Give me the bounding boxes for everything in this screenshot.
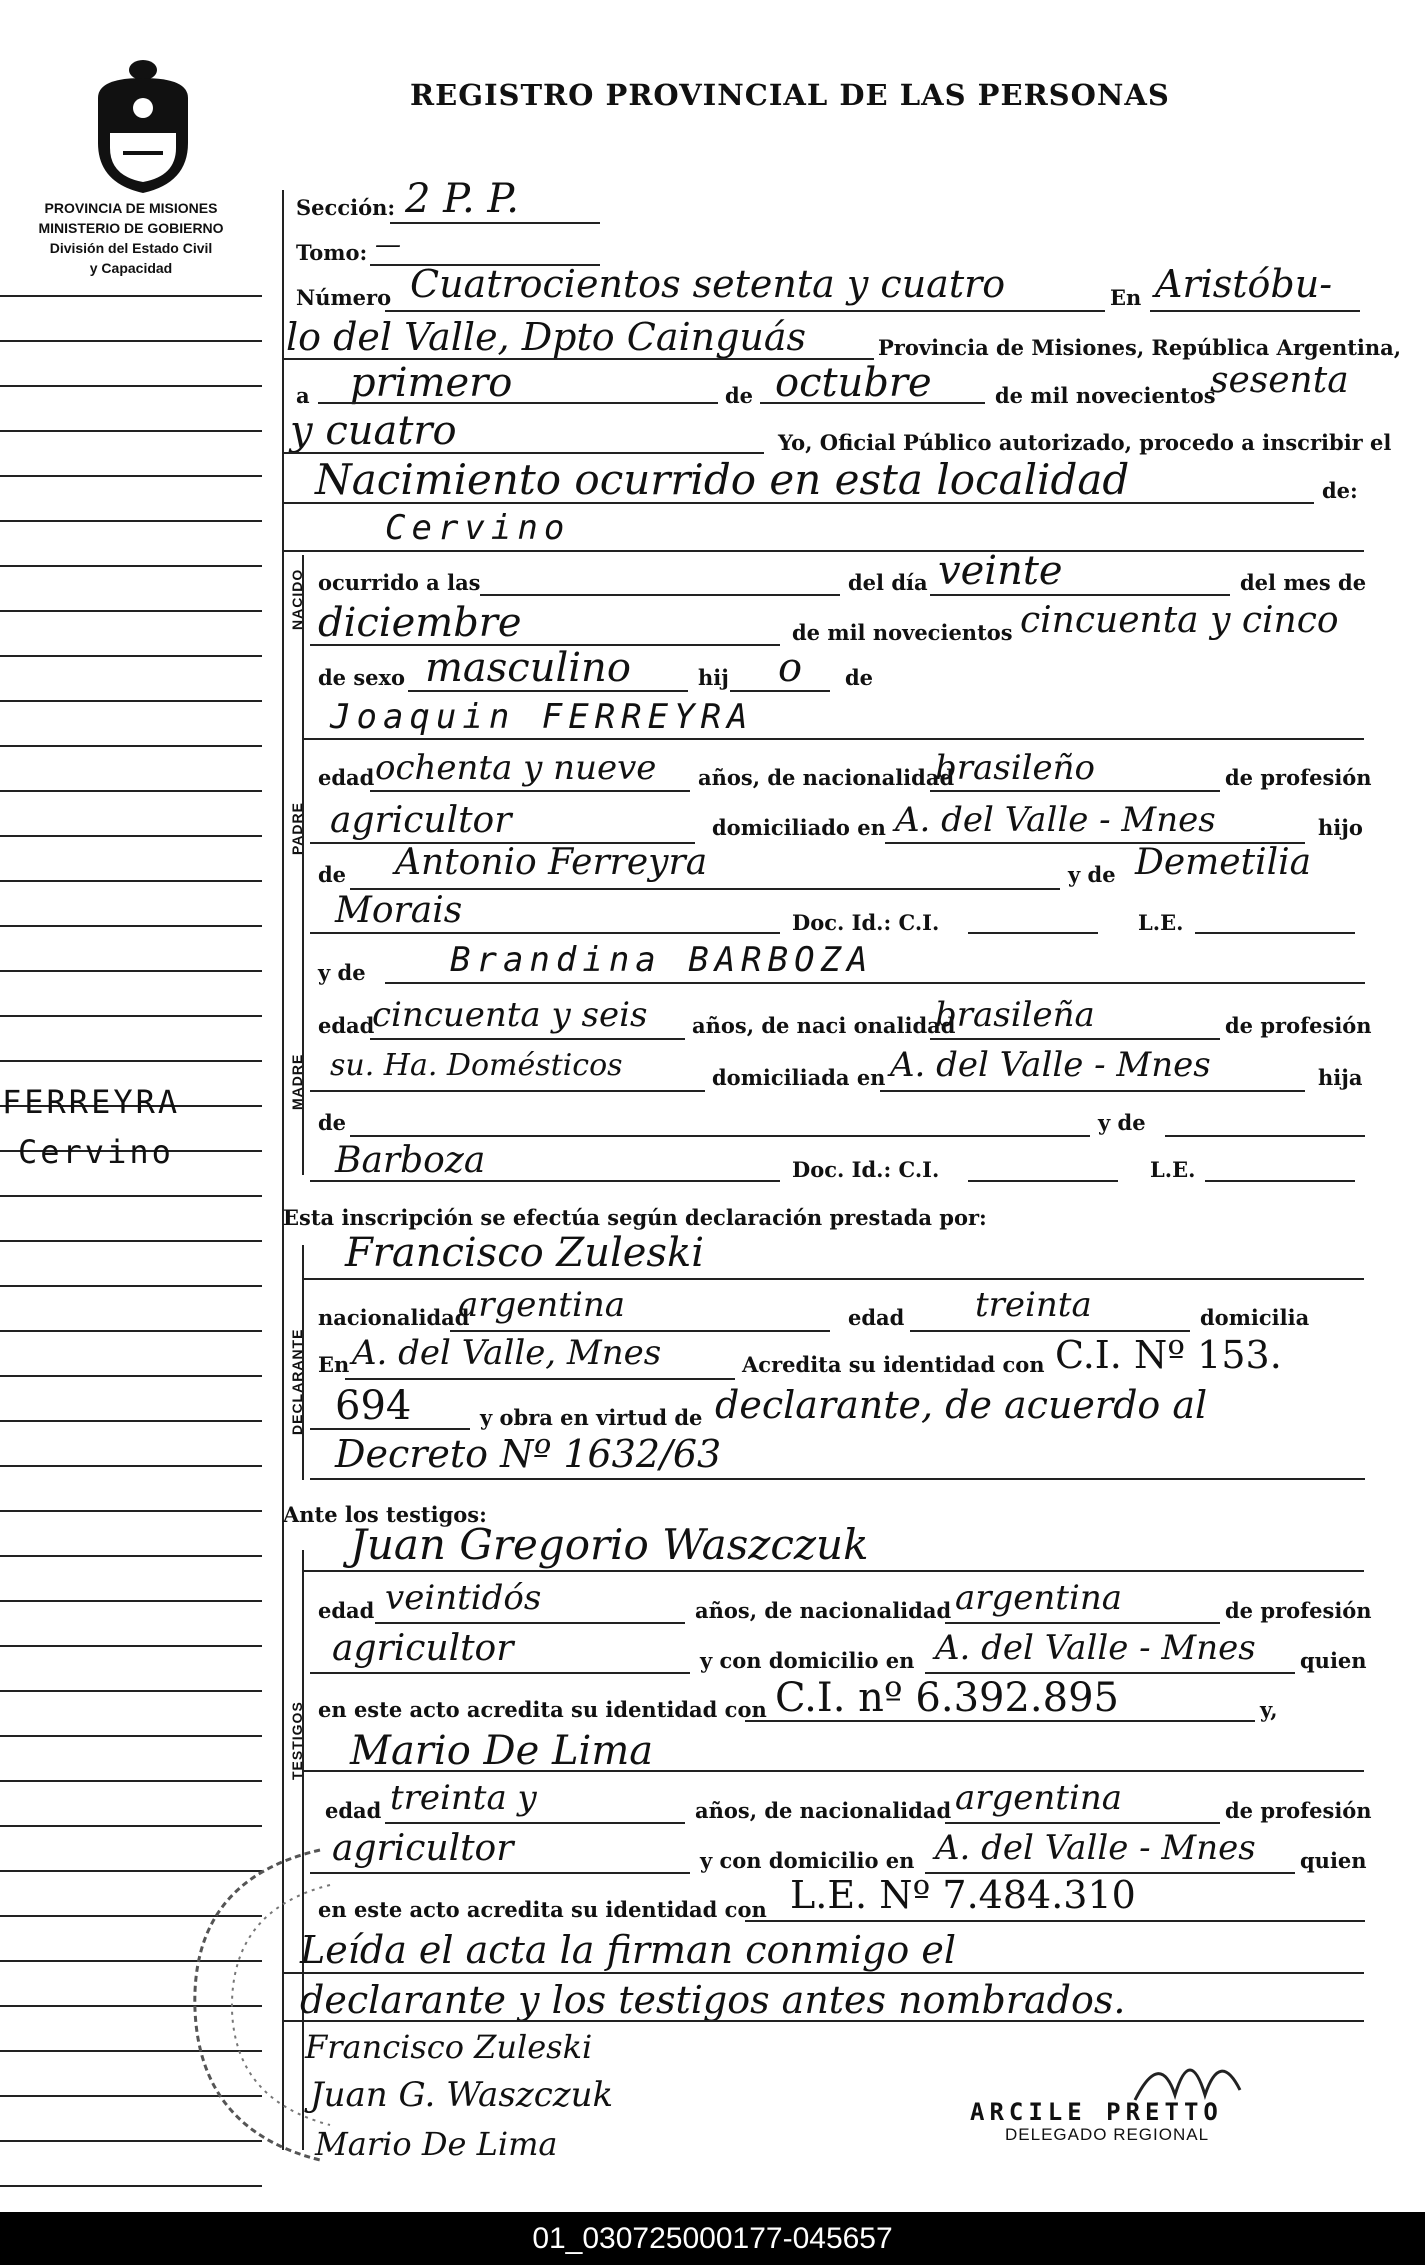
signature-declarante: Francisco Zuleski <box>305 2028 593 2066</box>
value-sexo: masculino <box>425 645 631 691</box>
value-madre-madre: Barboza <box>335 1140 486 1181</box>
org-capacity: y Capacidad <box>89 260 173 276</box>
label-con-domicilio-t2: y con domicilio en <box>700 1848 915 1873</box>
label-profesion-padre: de profesión <box>1225 765 1372 790</box>
official-name-stamp: ARCILE PRETTO <box>970 2098 1223 2126</box>
label-yo: Yo, Oficial Público autorizado, procedo a inscribir el <box>778 430 1392 455</box>
value-padre-domicilio: A. del Valle - Mnes <box>895 800 1216 840</box>
value-cierre1: Leída el acta la firman conmigo el <box>300 1928 956 1972</box>
value-mes: octubre <box>775 360 932 406</box>
label-anos-nac-t1: años, de nacionalidad <box>695 1598 952 1623</box>
label-ocurrido: ocurrido a las <box>318 570 481 595</box>
label-domiciliado: domiciliado en <box>712 815 886 840</box>
value-t1-edad: veintidós <box>385 1578 542 1618</box>
label-profesion-t1: de profesión <box>1225 1598 1372 1623</box>
label-provincia: Provincia de Misiones, República Argentina, <box>878 335 1402 360</box>
label-doc-id-madre: Doc. Id.: C.I. <box>792 1157 940 1182</box>
label-testigos: Ante los testigos: <box>283 1502 487 1527</box>
label-obra: y obra en virtud de <box>480 1405 703 1430</box>
value-nombre: Cervino <box>385 508 571 548</box>
value-t2-profesion: agricultor <box>332 1828 514 1869</box>
value-t1-nacionalidad: argentina <box>955 1578 1123 1618</box>
label-domiciliada: domiciliada en <box>712 1065 886 1090</box>
label-domicilia: domicilia <box>1200 1305 1310 1330</box>
label-de: de <box>725 383 754 408</box>
label-nacionalidad-decl: nacionalidad <box>318 1305 470 1330</box>
label-del-mes: del mes de <box>1240 570 1367 595</box>
section-label-testigos: TESTIGOS <box>289 1701 305 1780</box>
label-hijo: hijo <box>1318 815 1363 840</box>
org-province: PROVINCIA DE MISIONES <box>44 200 218 216</box>
value-padre-profesion: agricultor <box>330 800 512 841</box>
label-le-madre: L.E. <box>1150 1157 1196 1182</box>
value-madre-profesion: su. Ha. Domésticos <box>330 1048 623 1083</box>
value-madre: Brandina BARBOZA <box>450 940 874 980</box>
value-cierre2: declarante y los testigos antes nombrados. <box>300 1978 1126 2022</box>
label-de-mil: de mil novecientos <box>995 383 1216 408</box>
label-coma-t1: y, <box>1260 1697 1278 1722</box>
label-y-de-madre: y de <box>318 960 366 985</box>
value-decl-decreto: Decreto Nº 1632/63 <box>335 1432 722 1476</box>
label-edad-decl: edad <box>848 1305 905 1330</box>
value-anio2: y cuatro <box>290 408 457 454</box>
document-id-footer: 01_030725000177-045657 <box>0 2212 1425 2265</box>
value-seccion: 2 P. P. <box>405 176 519 222</box>
value-madre-domicilio: A. del Valle - Mnes <box>890 1045 1211 1085</box>
value-t2-documento: L.E. Nº 7.484.310 <box>790 1873 1136 1917</box>
label-quien-t1: quien <box>1300 1648 1367 1673</box>
label-hij: hij <box>698 665 729 690</box>
value-padre-padre: Antonio Ferreyra <box>395 842 708 883</box>
value-hij-suffix: o <box>778 645 803 691</box>
value-decl-obra: declarante, de acuerdo al <box>715 1383 1208 1427</box>
label-de-colon: de: <box>1322 478 1358 503</box>
margin-given-name: Cervino <box>18 1133 174 1171</box>
value-decl-domicilio: A. del Valle, Mnes <box>352 1333 662 1373</box>
value-testigo2: Mario De Lima <box>350 1728 654 1774</box>
value-lugar2: lo del Valle, Dpto Cainguás <box>286 315 807 359</box>
value-padre-nacionalidad: brasileño <box>935 748 1095 788</box>
coat-of-arms-emblem <box>88 58 198 198</box>
label-edad-t1: edad <box>318 1598 375 1623</box>
official-role-stamp: DELEGADO REGIONAL <box>1005 2125 1210 2144</box>
value-madre-edad: cincuenta y seis <box>372 995 648 1035</box>
value-numero: Cuatrocientos setenta y cuatro <box>410 262 1006 306</box>
label-acredita: Acredita su identidad con <box>742 1352 1045 1377</box>
org-division: División del Estado Civil <box>49 240 213 256</box>
value-madre-nacionalidad: brasileña <box>935 995 1095 1035</box>
value-t1-domicilio: A. del Valle - Mnes <box>935 1628 1256 1668</box>
label-del-dia: del día <box>848 570 928 595</box>
value-padre-edad: ochenta y nueve <box>375 748 657 788</box>
label-en-decl: En <box>318 1352 350 1377</box>
label-de-mil-nacimiento: de mil novecientos <box>792 620 1013 645</box>
value-lugar1: Aristóbu- <box>1155 262 1333 306</box>
value-padre-le: L.E. <box>1138 910 1184 935</box>
label-anos-nac-madre: años, de naci onalidad <box>692 1013 956 1038</box>
label-de-sexo-hijo: de <box>845 665 874 690</box>
label-edad-madre: edad <box>318 1013 375 1038</box>
label-profesion-madre: de profesión <box>1225 1013 1372 1038</box>
label-declaracion: Esta inscripción se efectúa según declaración prestada por: <box>283 1205 987 1230</box>
value-decl-nacionalidad: argentina <box>458 1285 626 1325</box>
value-anio1: sesenta <box>1210 360 1349 401</box>
label-anos-nac-t2: años, de nacionalidad <box>695 1798 952 1823</box>
signature-testigo2: Mario De Lima <box>315 2125 558 2163</box>
label-y-de-abuela: y de <box>1068 862 1116 887</box>
label-acto-t1: en este acto acredita su identidad con <box>318 1697 767 1722</box>
value-anio-nacimiento: cincuenta y cinco <box>1020 600 1339 641</box>
label-de-abuelo: de <box>318 862 347 887</box>
value-padre: Joaquin FERREYRA <box>330 697 754 737</box>
document-title: REGISTRO PROVINCIAL DE LAS PERSONAS <box>410 78 1170 112</box>
label-acto-t2: en este acto acredita su identidad con <box>318 1897 767 1922</box>
value-declarante: Francisco Zuleski <box>345 1230 704 1276</box>
value-tomo: — <box>375 230 401 260</box>
label-numero: Número <box>296 285 392 310</box>
section-label-nacido: NACIDO <box>289 568 305 630</box>
value-padre-madre1: Demetilia <box>1135 842 1312 883</box>
value-t2-nacionalidad: argentina <box>955 1778 1123 1818</box>
margin-surname: FERREYRA <box>2 1083 181 1121</box>
label-anos-nac-padre: años, de nacionalidad <box>698 765 955 790</box>
label-edad-t2: edad <box>325 1798 382 1823</box>
value-mes-nacimiento: diciembre <box>318 600 522 646</box>
label-y-de-abuela-madre: y de <box>1098 1110 1146 1135</box>
value-dia-nacimiento: veinte <box>938 548 1063 594</box>
label-profesion-t2: de profesión <box>1225 1798 1372 1823</box>
label-doc-id-padre: Doc. Id.: C.I. <box>792 910 940 935</box>
value-decl-doc1: C.I. Nº 153. <box>1055 1333 1282 1377</box>
section-label-madre: MADRE <box>289 1053 305 1110</box>
value-t2-domicilio: A. del Valle - Mnes <box>935 1828 1256 1868</box>
label-a: a <box>296 383 310 408</box>
signature-testigo1: Juan G. Waszczuk <box>310 2075 614 2115</box>
value-t1-documento: C.I. nº 6.392.895 <box>775 1675 1119 1721</box>
org-ministry: MINISTERIO DE GOBIERNO <box>38 220 224 236</box>
label-sexo: de sexo <box>318 665 406 690</box>
label-con-domicilio-t1: y con domicilio en <box>700 1648 915 1673</box>
label-en: En <box>1110 285 1142 310</box>
value-testigo1: Juan Gregorio Waszczuk <box>350 1520 869 1569</box>
label-quien-t2: quien <box>1300 1848 1367 1873</box>
circular-seal <box>170 1840 420 2170</box>
label-tomo: Tomo: <box>296 240 368 265</box>
value-decl-doc2: 694 <box>335 1383 412 1429</box>
value-decl-edad: treinta <box>975 1285 1092 1325</box>
section-label-padre: PADRE <box>289 802 305 855</box>
value-padre-madre2: Morais <box>335 890 463 931</box>
value-acto: Nacimiento ocurrido en esta localidad <box>315 455 1130 504</box>
section-label-declarante: DECLARANTE <box>289 1328 305 1435</box>
label-hija: hija <box>1318 1065 1363 1090</box>
value-t1-profesion: agricultor <box>332 1628 514 1669</box>
value-t2-edad: treinta y <box>390 1778 537 1818</box>
label-de-abuelo-madre: de <box>318 1110 347 1135</box>
value-dia: primero <box>350 360 513 406</box>
label-seccion: Sección: <box>296 195 396 220</box>
label-edad-padre: edad <box>318 765 375 790</box>
